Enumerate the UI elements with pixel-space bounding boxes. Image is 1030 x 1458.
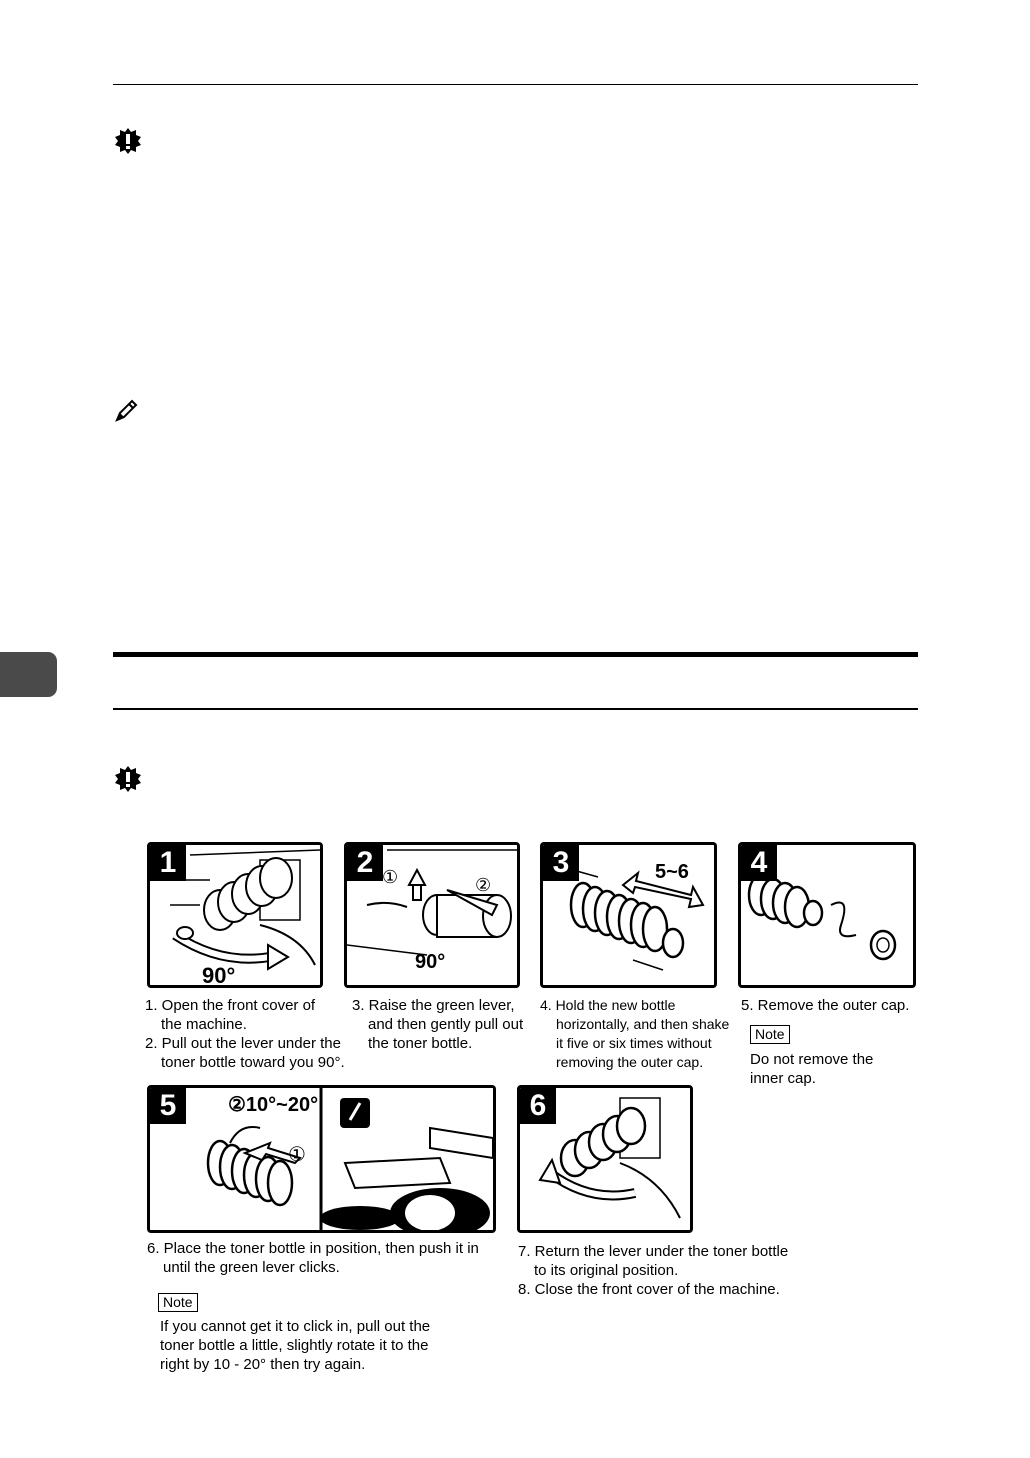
step-6-badge: 6 bbox=[520, 1088, 556, 1124]
caption-line: 4. Hold the new bottle bbox=[540, 997, 676, 1013]
important-icon bbox=[115, 128, 141, 154]
step-5-illustration bbox=[147, 1085, 496, 1233]
step-3-shake-count: 5~6 bbox=[655, 861, 689, 883]
section-rule-bottom bbox=[113, 708, 918, 710]
caption-line: right by 10 - 20° then try again. bbox=[160, 1356, 366, 1373]
step-6-illustration bbox=[517, 1085, 693, 1233]
caption-step-6-note bbox=[160, 1317, 430, 1374]
step-2-circle-1: ① bbox=[382, 867, 399, 887]
caption-step-3 bbox=[352, 996, 523, 1053]
caption-steps-7-8 bbox=[518, 1242, 788, 1299]
caption-line: horizontally, and then shake bbox=[556, 1016, 730, 1032]
caption-line: Do not remove the bbox=[750, 1051, 874, 1068]
step-1-illustration bbox=[147, 842, 323, 988]
caption-line: the machine. bbox=[161, 1016, 247, 1033]
step-2-angle-label: 90° bbox=[415, 951, 446, 973]
step-5-circle-1: ① bbox=[288, 1144, 306, 1166]
caption-line: 8. Close the front cover of the machine. bbox=[518, 1281, 780, 1298]
section-rule-top bbox=[113, 652, 918, 657]
step-2-circle-2: ② bbox=[475, 875, 492, 895]
step-2-illustration bbox=[344, 842, 520, 988]
step-5-badge: 5 bbox=[150, 1088, 186, 1124]
step-1-badge: 1 bbox=[150, 845, 186, 881]
caption-line: to its original position. bbox=[534, 1262, 679, 1279]
caption-line: the toner bottle. bbox=[368, 1035, 473, 1052]
step-3-illustration bbox=[540, 842, 717, 988]
caption-line: 3. Raise the green lever, bbox=[352, 997, 515, 1014]
step-5-rotate-label: ②10°~20° bbox=[228, 1094, 319, 1116]
step-4-illustration bbox=[738, 842, 916, 988]
chapter-tab bbox=[0, 652, 57, 697]
caption-line: and then gently pull out bbox=[368, 1016, 524, 1033]
step-2-badge: 2 bbox=[347, 845, 383, 881]
caption-line: 1. Open the front cover of bbox=[145, 997, 316, 1014]
caption-line: inner cap. bbox=[750, 1070, 816, 1087]
step-1-angle-label: 90° bbox=[202, 963, 236, 988]
caption-line: If you cannot get it to click in, pull out the bbox=[160, 1318, 431, 1335]
caption-line: toner bottle a little, slightly rotate it to the bbox=[160, 1337, 429, 1354]
important-icon bbox=[115, 766, 141, 792]
step-4-badge: 4 bbox=[741, 845, 777, 881]
caption-line: 5. Remove the outer cap. bbox=[741, 997, 910, 1014]
header-rule bbox=[113, 84, 918, 85]
caption-step-5 bbox=[741, 996, 909, 1015]
caption-line: 2. Pull out the lever under the bbox=[145, 1035, 341, 1052]
caption-line: 6. Place the toner bottle in position, then push it in bbox=[147, 1240, 479, 1257]
caption-step-6 bbox=[147, 1239, 479, 1277]
caption-step-4 bbox=[540, 996, 729, 1072]
caption-steps-1-2 bbox=[145, 996, 345, 1072]
caption-line: it five or six times without bbox=[556, 1035, 712, 1051]
step-3-badge: 3 bbox=[543, 845, 579, 881]
note-label: Note bbox=[750, 1025, 790, 1044]
caption-line: removing the outer cap. bbox=[556, 1054, 704, 1070]
caption-line: 7. Return the lever under the toner bottle bbox=[518, 1243, 789, 1260]
caption-line: toner bottle toward you 90°. bbox=[161, 1054, 345, 1071]
caption-line: until the green lever clicks. bbox=[163, 1259, 340, 1276]
caption-step-5-note bbox=[750, 1050, 873, 1088]
note-label: Note bbox=[158, 1293, 198, 1312]
note-pencil-icon bbox=[113, 398, 139, 424]
